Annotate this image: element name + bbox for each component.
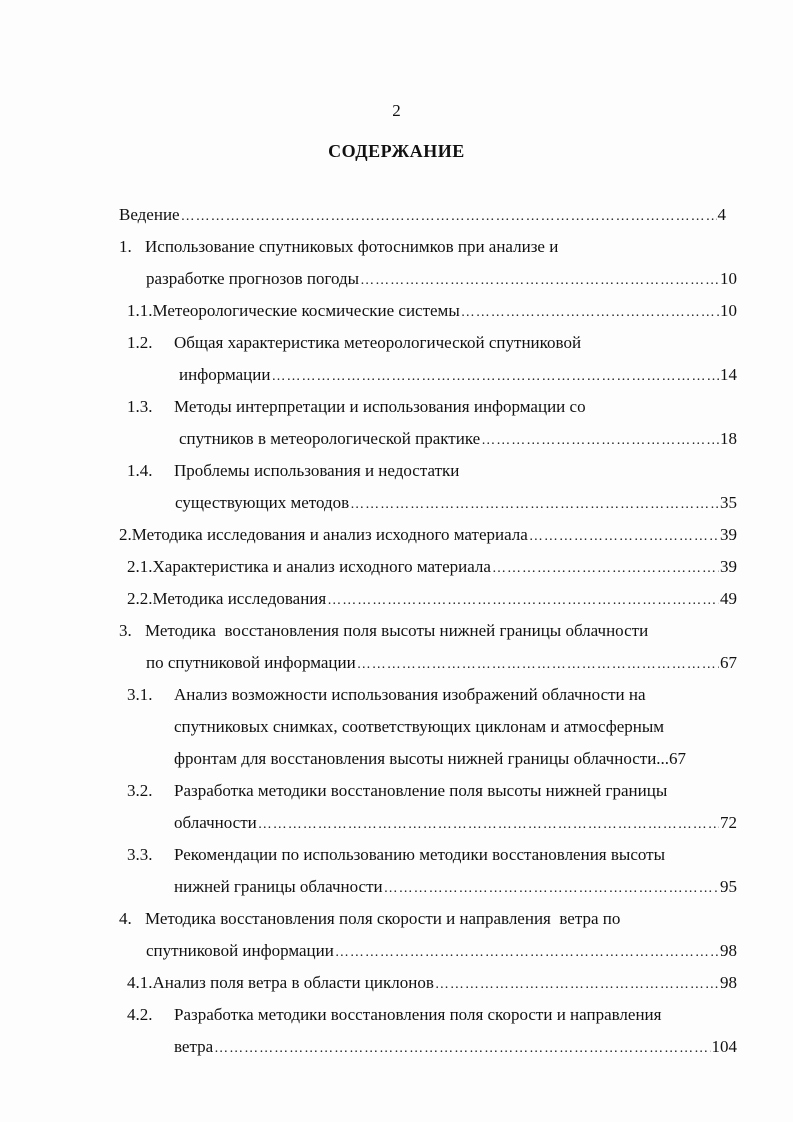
toc-entry-page: 72 [720,813,737,832]
toc-entry-number: 2.1. [127,557,153,576]
toc-entry-section-1-2 [127,332,581,354]
toc-entry-text: Разработка методики восстановления поля скорости и направления [174,1005,662,1024]
toc-leader-dots [384,878,719,900]
toc-entry-chapter-1-cont [146,268,737,292]
toc-entry-chapter-1 [119,236,558,258]
toc-entry-text: Анализ возможности использования изображений облачности на [174,685,646,704]
toc-entry-section-2-2 [127,588,737,612]
toc-leader-dots [492,558,719,580]
toc-entry-page: 98 [720,973,737,992]
toc-entry-number: 4. [119,909,132,928]
toc-entry-chapter-4-cont [146,940,737,964]
toc-leader-dots [360,270,719,292]
toc-entry-text: спутников в метеорологической практике [179,429,481,448]
toc-entry-text: Методика восстановления поля высоты нижней границы облачности [145,621,649,640]
toc-entry-text: Характеристика и анализ исходного материала [152,557,491,576]
toc-entry-page: 104 [711,1037,737,1056]
toc-entry-text: Проблемы использования и недостатки [174,461,460,480]
toc-entry-section-3-2 [127,780,667,802]
toc-entry-section-3-1 [127,684,646,706]
toc-entry-page: 95 [720,877,737,896]
toc-entry-number: 3.2. [127,781,153,800]
toc-entry-text: ветра [174,1037,214,1056]
toc-entry-number: 1.2. [127,333,153,352]
toc-leader-dots [181,206,717,228]
toc-entry-text: облачности [174,813,257,832]
toc-entry-page: 67 [720,653,737,672]
toc-entry-text: Разработка методики восстановление поля высоты нижней границы [174,781,668,800]
toc-entry-text: Использование спутниковых фотоснимков при анализе и [145,237,559,256]
toc-entry-section-3-3 [127,844,665,866]
toc-entry-page: 49 [720,589,737,608]
toc-entry-text: спутниковой информации [146,941,334,960]
toc-leader-dots [258,814,719,836]
toc-leader-dots [214,1038,710,1060]
toc-entry-text: Ведение [119,205,180,224]
toc-leader-dots [435,974,719,996]
toc-entry-text: Общая характеристика метеорологической спутниковой [174,333,582,352]
toc-entry-page: 98 [720,941,737,960]
toc-entry-page: 4 [717,205,726,224]
toc-entry-page: 10 [720,269,737,288]
toc-entry-section-1-3-cont [179,428,737,452]
toc-entry-text: Методика исследования и анализ исходного материала [131,525,528,544]
toc-leader-dots [529,526,719,548]
toc-entry-section-3-1-cont [174,716,664,738]
toc-leader-dots [357,654,719,676]
page-title: СОДЕРЖАНИЕ [328,141,465,161]
toc-leader-dots [335,942,719,964]
toc-entry-number: 1.3. [127,397,153,416]
toc-entry-text: нижней границы облачности [174,877,383,896]
toc-leader-dots [461,302,719,324]
toc-entry-section-2-1 [127,556,737,580]
toc-entry-page: 39 [720,557,737,576]
toc-entry-page: 18 [720,429,737,448]
toc-entry-number: 3.1. [127,685,153,704]
toc-entry-text: по спутниковой информации [146,653,356,672]
toc-entry-chapter-4 [119,908,620,930]
toc-entry-number: 3. [119,621,132,640]
toc-entry-section-3-1-cont2 [174,748,686,770]
toc-entry-number: 2.2. [127,589,153,608]
toc-entry-number: 1.4. [127,461,153,480]
toc-entry-text: существующих методов [175,493,350,512]
toc-entry-section-1-3 [127,396,586,418]
toc-entry-page: 39 [720,525,737,544]
toc-entry-page: 35 [720,493,737,512]
toc-entry-section-1-1 [127,300,737,324]
toc-entry-section-3-3-cont [174,876,737,900]
toc-entry-number: 4.2. [127,1005,153,1024]
toc-entry-text: Рекомендации по использованию методики восстановления высоты [174,845,665,864]
toc-entry-text: Анализ поля ветра в области циклонов [152,973,434,992]
toc-entry-text: спутниковых снимках, соответствующих циклонам и атмосферным [174,717,665,736]
toc-entry-chapter-2 [119,524,737,548]
toc-entry-section-4-2 [127,1004,661,1026]
toc-entry-section-4-2-cont [174,1036,737,1060]
toc-entry-section-1-2-cont [179,364,737,388]
toc-leader-dots [271,366,719,388]
toc-entry-page: 14 [720,365,737,384]
toc-entry-number: 3.3. [127,845,153,864]
toc-entry-text: информации [179,365,271,384]
toc-entry-text: фронтам для восстановления высоты нижней границы облачности...67 [174,749,687,768]
toc-entry-section-3-2-cont [174,812,737,836]
toc-leader-dots [327,590,719,612]
toc-entry-number: 1. [119,237,132,256]
toc-entry-section-1-4-cont [175,492,737,516]
page-number: 2 [392,101,401,120]
toc-entry-section-4-1 [127,972,737,996]
toc-leader-dots [350,494,719,516]
toc-entry-number: 1.1. [127,301,153,320]
toc-entry-introduction [119,204,726,228]
toc-entry-number: 4.1. [127,973,153,992]
toc-entry-section-1-4 [127,460,459,482]
toc-entry-text: Методика восстановления поля скорости и направления ветра по [145,909,621,928]
toc-entry-page: 10 [720,301,737,320]
toc-entry-text: Методы интерпретации и использования информации со [174,397,586,416]
toc-entry-number: 2. [119,525,132,544]
toc-entry-text: Метеорологические космические системы [152,301,460,320]
toc-leader-dots [481,430,719,452]
toc-entry-chapter-3 [119,620,648,642]
toc-entry-text: Методика исследования [152,589,327,608]
toc-entry-text: разработке прогнозов погоды [146,269,360,288]
toc-entry-chapter-3-cont [146,652,737,676]
